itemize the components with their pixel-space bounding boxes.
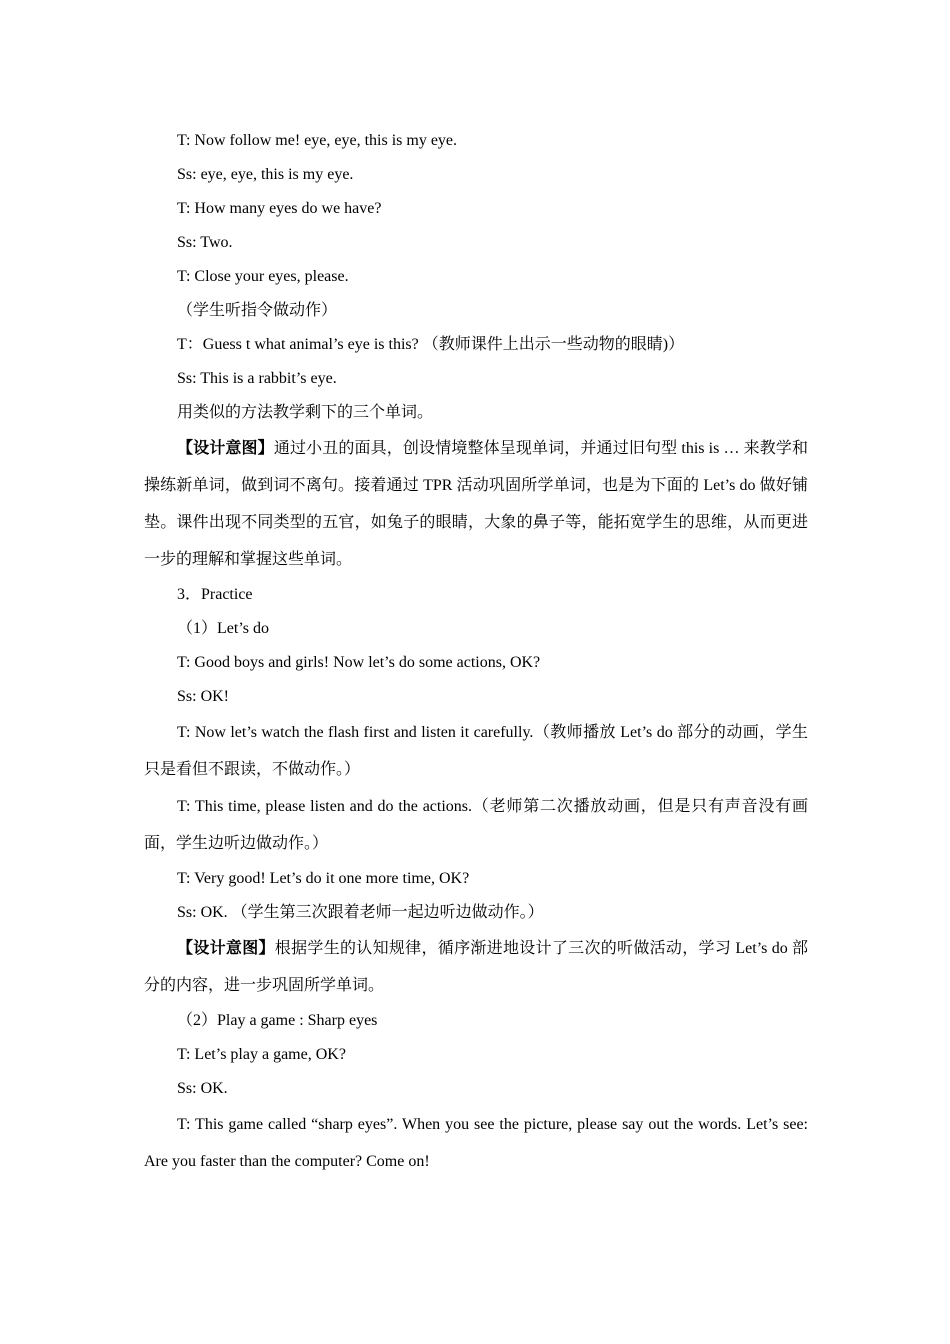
paragraph-2: Ss: eye, eye, this is my eye. (177, 166, 354, 183)
paragraph-6: （学生听指令做动作） (177, 302, 338, 319)
design-intent-text: 根据学生的认知规律，循序渐进地设计了三次的听做活动，学习 Let’s do 部分的内容，进一步巩固所学单词。 (144, 940, 808, 994)
section-heading-practice: 3．Practice (177, 586, 253, 603)
design-intent-text: 通过小丑的面具，创设情境整体呈现单词，并通过旧句型 this is … 来教学和操练新单词，做到词不离句。接着通过 TPR 活动巩固所学单词，也是为下面的 Let’s do 做好铺垫。课件出现不同类型的五官，如兔子的眼睛，大象的鼻子等，能拓宽学生的思维，从而更进一步的理解和掌握这些单词。 (144, 440, 808, 568)
paragraph-22: Ss: OK. (177, 1080, 228, 1097)
paragraph-7: T：Guess t what animal’s eye is this? （教师课件上出示一些动物的眼睛)） (177, 336, 685, 353)
design-intent-label: 【设计意图】 (177, 940, 275, 957)
design-intent-label: 【设计意图】 (177, 440, 274, 457)
subsection-heading-lets-do: （1）Let’s do (177, 620, 269, 637)
paragraph-1: T: Now follow me! eye, eye, this is my eye. (177, 132, 458, 149)
paragraph-13: T: Good boys and girls! Now let’s do some actions, OK? (177, 654, 541, 671)
paragraph-23: T: This game called “sharp eyes”. When you see the picture, please say out the words. Let’s see: Are you faster than the computer? Come on! (144, 1116, 808, 1170)
paragraph-18: Ss: OK. （学生第三次跟着老师一起边听边做动作。） (177, 904, 544, 921)
paragraph-15: T: Now let’s watch the flash first and listen it carefully.（教师播放 Let’s do 部分的动画，学生只是看但不跟读，不做动作。） (144, 724, 808, 778)
paragraph-9: 用类似的方法教学剩下的三个单词。 (177, 404, 434, 421)
paragraph-4: Ss: Two. (177, 234, 233, 251)
subsection-heading-sharp-eyes: （2）Play a game : Sharp eyes (177, 1012, 378, 1029)
paragraph-8: Ss: This is a rabbit’s eye. (177, 370, 337, 387)
design-intent-paragraph-2 (144, 930, 808, 1004)
paragraph-17: T: Very good! Let’s do it one more time, OK? (177, 870, 470, 887)
paragraph-21: T: Let’s play a game, OK? (177, 1046, 346, 1063)
design-intent-paragraph-1 (144, 430, 808, 578)
paragraph-5: T: Close your eyes, please. (177, 268, 349, 285)
paragraph-3: T: How many eyes do we have? (177, 200, 382, 217)
document-body (144, 124, 808, 1180)
paragraph-14: Ss: OK! (177, 688, 230, 705)
paragraph-16: T: This time, please listen and do the actions.（老师第二次播放动画，但是只有声音没有画面，学生边听边做动作。） (144, 798, 808, 852)
